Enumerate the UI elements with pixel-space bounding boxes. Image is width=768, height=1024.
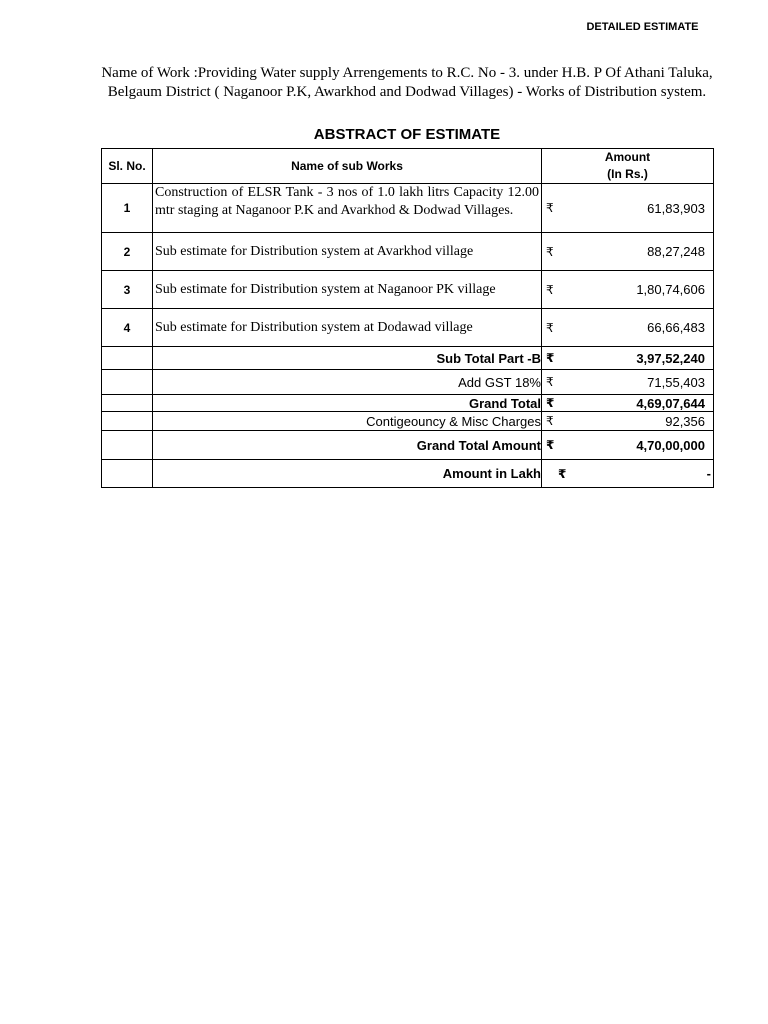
document-header-tag: DETAILED ESTIMATE (586, 21, 699, 33)
row-amount (542, 184, 714, 233)
row-sl-no: 3 (102, 271, 153, 309)
rupee-icon: ₹ (546, 396, 555, 410)
summary-row-gst (102, 370, 714, 395)
rupee-icon: ₹ (546, 201, 554, 215)
row-name (153, 184, 542, 233)
table-header-row (102, 149, 714, 184)
rupee-icon: ₹ (546, 320, 554, 335)
summary-row-subtotal (102, 347, 714, 370)
abstract-table (101, 148, 714, 488)
row-name (153, 233, 542, 271)
summary-row-contingency (102, 412, 714, 431)
rupee-icon: ₹ (546, 414, 554, 428)
header-amount-line2: (In Rs.) (607, 167, 648, 181)
rupee-icon: ₹ (546, 282, 554, 297)
table-row (102, 309, 714, 347)
rupee-icon: ₹ (546, 244, 554, 259)
header-sl-no: Sl. No. (102, 149, 153, 184)
summary-amount-value: 4,70,00,000 (636, 437, 705, 453)
row-name-text: Sub estimate for Distribution system at Naganoor PK village (155, 281, 496, 297)
summary-row-grand-total-amount (102, 431, 714, 460)
row-sl-no: 4 (102, 309, 153, 347)
summary-row-amount-in-lakh (102, 460, 714, 488)
summary-label: Add GST 18% (153, 370, 542, 395)
summary-label: Sub Total Part -B (153, 347, 542, 370)
summary-row-grand-total (102, 395, 714, 412)
row-amount-value: 66,66,483 (647, 320, 705, 335)
rupee-icon: ₹ (546, 375, 554, 389)
summary-amount (542, 395, 714, 412)
summary-amount-value: 3,97,52,240 (636, 350, 705, 366)
row-amount-value: 88,27,248 (647, 244, 705, 259)
summary-amount-value: 71,55,403 (647, 374, 705, 390)
row-name-text: Sub estimate for Distribution system at Avarkhod village (155, 243, 474, 259)
row-sl-no: 2 (102, 233, 153, 271)
summary-amount (542, 412, 714, 431)
row-amount (542, 309, 714, 347)
summary-label: Amount in Lakh (153, 460, 542, 488)
row-sl-no: 1 (102, 184, 153, 233)
summary-label: Grand Total (153, 395, 542, 412)
summary-amount (542, 431, 714, 460)
summary-sl-empty (102, 347, 153, 370)
row-name (153, 309, 542, 347)
summary-amount (542, 347, 714, 370)
table-row (102, 271, 714, 309)
rupee-icon: ₹ (558, 466, 567, 481)
summary-sl-empty (102, 412, 153, 431)
row-amount (542, 271, 714, 309)
summary-label: Grand Total Amount (153, 431, 542, 460)
row-amount-value: 61,83,903 (647, 200, 705, 216)
rupee-icon: ₹ (546, 351, 555, 365)
summary-sl-empty (102, 370, 153, 395)
row-name-text: Sub estimate for Distribution system at Dodawad village (155, 319, 473, 335)
header-amount-line1: Amount (604, 150, 651, 164)
table-row (102, 233, 714, 271)
summary-amount (542, 460, 714, 488)
summary-amount-value: 4,69,07,644 (636, 395, 705, 411)
summary-label: Contigeouncy & Misc Charges (153, 412, 542, 431)
summary-sl-empty (102, 460, 153, 488)
rupee-icon: ₹ (546, 438, 555, 452)
name-of-work: Name of Work :Providing Water supply Arrengements to R.C. No - 3. under H.B. P Of Athani Taluka, Belgaum District ( Naganoor P.K, Awarkhod and Dodwad Villages) - Works of Distribution system. (101, 65, 713, 100)
summary-amount (542, 370, 714, 395)
header-amount (542, 149, 714, 184)
row-amount-value: 1,80,74,606 (636, 282, 705, 297)
row-amount (542, 233, 714, 271)
row-name (153, 271, 542, 309)
summary-sl-empty (102, 395, 153, 412)
header-name: Name of sub Works (153, 149, 542, 184)
abstract-title: ABSTRACT OF ESTIMATE (313, 126, 501, 143)
row-name-text: Construction of ELSR Tank - 3 nos of 1.0 lakh litrs Capacity 12.00 mtr staging at Naganoor P.K and Avarkhod & Dodwad Villages. (155, 185, 539, 218)
summary-sl-empty (102, 431, 153, 460)
summary-amount-value: 92,356 (665, 413, 705, 429)
summary-amount-value: - (706, 466, 711, 481)
table-row (102, 184, 714, 233)
